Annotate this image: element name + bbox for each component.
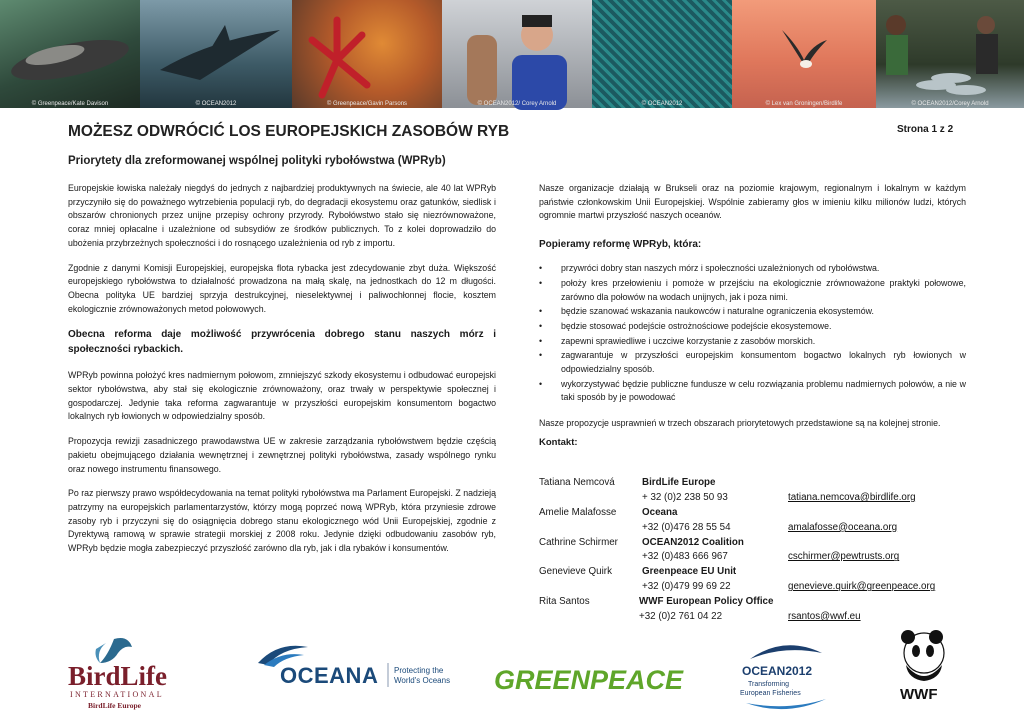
section-heading-reform: Obecna reforma daje możliwość przywrócenia dobrego stanu naszych mórz i społeczności rybackich. — [68, 329, 496, 356]
contact-row — [539, 521, 969, 536]
left-column — [68, 182, 496, 567]
list-item: • wykorzystywać będzie publiczne fundusze w celu rozwiązania problemu nadmiernych połowów, a nie w taki sposób by je powodować — [539, 378, 966, 405]
oceana-logo — [254, 639, 464, 691]
list-item: • zapewni sprawiedliwe i uczciwe korzystanie z zasobów morskich. — [539, 335, 966, 349]
contact-organization: WWF European Policy Office — [639, 596, 774, 608]
birdlife-europe: BirdLife Europe — [88, 701, 141, 710]
paragraph-intro: Europejskie łowiska należały niegdyś do jednych z najbardziej produktywnych na świecie, ale 40 lat WPRyb przyczyniło się do poważnego wytrzebienia populacji ryb, do degradacji ekosystemu oraz gatunków, siedlisk i obszarów chronionych przez unijne przepisy ochrony przyrody. Rybołówstwo stało się niezrównoważone, coraz mniej opłacalne i uzależnione od subsydiów ze środków publicznych. To z kolei doprowadziło do ubożenia przybrzeżnych społeczności i do rosnącego uzależnienia od ryb z importu. — [68, 183, 496, 248]
header-photo-albatross — [732, 0, 876, 108]
contact-name: Amelie Malafosse — [539, 506, 617, 518]
header-photo-fisherman — [442, 0, 592, 108]
contact-phone: +32 (0)2 761 04 22 — [639, 611, 723, 623]
photo-credit: © OCEAN2012/ Corey Arnold — [477, 101, 557, 107]
fisherman-illustration — [442, 0, 592, 108]
contact-name: Genevieve Quirk — [539, 566, 612, 578]
header-photo-strip — [0, 0, 1024, 108]
contact-row — [539, 536, 969, 551]
contact-email-link[interactable]: amalafosse@oceana.org — [788, 521, 898, 533]
list-item: • zagwarantuje w przyszłości europejskim konsumentom bogactwo lokalnych ryb łowionych w odpowiedzialny sposób. — [539, 349, 966, 376]
paragraph-proposals: Nasze propozycje usprawnień w trzech obszarach priorytetowych przedstawione są na kolejnej stronie. — [539, 418, 941, 429]
contact-phone: + 32 (0)2 238 50 93 — [642, 491, 728, 503]
photo-credit: © Greenpeace/Gavin Parsons — [326, 101, 408, 107]
contact-row — [539, 610, 969, 625]
birdlife-name: BirdLife — [68, 661, 167, 691]
contact-phone: +32 (0)476 28 55 54 — [642, 521, 731, 533]
contact-email-link[interactable]: rsantos@wwf.eu — [788, 611, 861, 623]
oceana-tagline-1: Protecting the — [394, 666, 444, 675]
contact-organization: BirdLife Europe — [642, 477, 716, 488]
panda-icon — [901, 630, 944, 681]
paragraph-revision: Propozycja rewizji zasadniczego prawodawstwa UE w zakresie zarządzania rybołówstwem będzie częścią pakietu obejmującego działania wewnętrznej i zewnętrznej polityki rybołówstwa, zasady wspólnego rynku oraz nowego instrumentu finansowego. — [68, 436, 496, 474]
contact-row — [539, 506, 969, 521]
contact-name: Rita Santos — [539, 596, 590, 608]
greenpeace-name: GREENPEACE — [494, 665, 684, 695]
ocean2012-logo — [736, 635, 836, 717]
contact-organization: Oceana — [642, 506, 678, 518]
oceana-name: OCEANA — [280, 663, 379, 688]
shark-illustration — [140, 0, 292, 108]
header-photo-nets — [592, 0, 732, 108]
birdlife-logo — [66, 633, 166, 715]
greenpeace-logo — [490, 655, 684, 699]
list-item: • przywróci dobry stan naszych mórz i społeczności uzależnionych od rybołówstwa. — [539, 262, 966, 276]
document-subtitle: Priorytety dla zreformowanej wspólnej polityki rybołówstwa (WPRyb) — [68, 155, 446, 167]
contact-email-link[interactable]: genevieve.quirk@greenpeace.org — [788, 581, 936, 593]
ocean2012-name: OCEAN2012 — [742, 664, 813, 678]
fish-illustration — [0, 0, 140, 108]
header-photo-shark — [140, 0, 292, 108]
right-column — [539, 182, 966, 450]
photo-credit: © OCEAN2012/Corey Arnold — [911, 101, 989, 107]
section-heading-support: Popieramy reformę WPRyb, która: — [539, 239, 702, 251]
arc-icon — [750, 645, 822, 659]
contacts-heading: Kontakt: — [539, 436, 578, 448]
partner-logos — [0, 625, 1024, 725]
photo-credit: © OCEAN2012 — [641, 101, 683, 107]
header-photo-fish-market — [876, 0, 1024, 108]
bird-icon — [100, 638, 132, 663]
contact-email-link[interactable]: cschirmer@pewtrusts.org — [788, 551, 900, 563]
list-item: • będzie stosować podejście ostrożnościowe podejście ekosystemowe. — [539, 320, 966, 334]
wwf-name: WWF — [900, 686, 938, 703]
paragraph-organizations: Nasze organizacje działają w Brukseli oraz na poziomie krajowym, regionalnym i lokalnym w każdym państwie członkowskim Unii Europejskiej. Wspólnie zabieramy głos w imieniu kilku milionów ludzi, których ogromnie martwi przyszłość naszych oceanów. — [539, 183, 966, 221]
fish-market-illustration — [876, 0, 1024, 108]
contact-phone: +32 (0)479 99 69 22 — [642, 581, 731, 593]
contact-row — [539, 580, 969, 595]
photo-credit: © Greenpeace/Kate Davison — [31, 101, 109, 107]
contact-email-link[interactable]: tatiana.nemcova@birdlife.org — [788, 491, 916, 503]
reform-bullet-list — [539, 262, 966, 405]
contact-organization: OCEAN2012 Coalition — [642, 536, 744, 548]
oceana-tagline-2: World's Oceans — [394, 676, 451, 685]
paragraph-wpryb: WPRyb powinna położyć kres nadmiernym połowom, zmniejszyć szkody ekosystemu i odbudować europejski sektor rybołówstwa, aby stał się ekologicznie zrównoważony, oraz trwały w perspektywie społecznej i gospodarczej. Jedynie taka reforma zagwarantuje w przyszłości europejskim konsumentom bogactwo lokalnych ryb łowionych w odpowiedzialny sposób. — [68, 370, 496, 422]
photo-credit: © Lex van Groningen/Birdlife — [765, 101, 843, 107]
contact-phone: +32 (0)483 666 967 — [642, 551, 728, 563]
birdlife-international: INTERNATIONAL — [70, 690, 164, 699]
list-item: • będzie szanować wskazania naukowców i naturalne ograniczenia ekosystemów. — [539, 305, 966, 319]
contact-row — [539, 565, 969, 580]
paragraph-fleet: Zgodnie z danymi Komisji Europejskiej, europejska flota rybacka jest zdecydowanie zbyt duża. Większość europejskiego rybołówstwa to działalność prowadzona na małą skalę, na jednostkach do 12 m długości. Obecna polityka UE bardziej sprzyja destrukcyjnej, nieselektywnej i paliwochłonnej flocie, kosztem ekologicznie zrównoważonych metod połowowych. — [68, 262, 496, 314]
list-item: • położy kres przełowieniu i pomoże w przejściu na ekologicznie zrównoważone praktyki połowowe, zarówno dla połowów na wodach unijnych, jak i poza nimi. — [539, 277, 966, 304]
page-number: Strona 1 z 2 — [897, 124, 954, 135]
contact-row — [539, 491, 969, 506]
contact-name: Cathrine Schirmer — [539, 536, 618, 548]
paragraph-parliament: Po raz pierwszy prawo współdecydowania na temat polityki rybołówstwa ma Parlament Europejski. Z nadzieją patrzymy na europejskich parlamentarzystów, którzy mogą poprzeć nową WPRyb, która przyniesie zdrowe zasoby ryb i przyczyni się do osiągnięcia dobrego stanu ekologicznego wód Unii Europejskiej, zgodnie z Dyrektywą ramową w sprawie strategii morskiej z 2008 roku. Jedynie dzięki odbudowaniu zasobów ryb, WPRyb będzie mogła zabezpieczyć przyszłość zarówno dla ryb, jak i dla rybaków i konsumentów. — [68, 488, 496, 554]
contact-row — [539, 550, 969, 565]
header-photo-starfish — [292, 0, 442, 108]
contacts-table — [539, 476, 969, 625]
albatross-illustration — [732, 0, 876, 108]
wwf-logo — [894, 627, 956, 703]
header-photo-dead-fish — [0, 0, 140, 108]
contact-name: Tatiana Nemcová — [539, 477, 615, 488]
photo-credit: © OCEAN2012 — [195, 101, 237, 107]
ocean2012-line-2: European Fisheries — [740, 690, 801, 697]
starfish-illustration — [292, 0, 442, 108]
contact-row — [539, 595, 969, 610]
contact-organization: Greenpeace EU Unit — [642, 566, 737, 578]
contact-row — [539, 476, 969, 491]
ocean2012-line-1: Transforming — [748, 681, 789, 688]
document-title: MOŻESZ ODWRÓCIĆ LOS EUROPEJSKICH ZASOBÓW RYB — [68, 123, 510, 140]
